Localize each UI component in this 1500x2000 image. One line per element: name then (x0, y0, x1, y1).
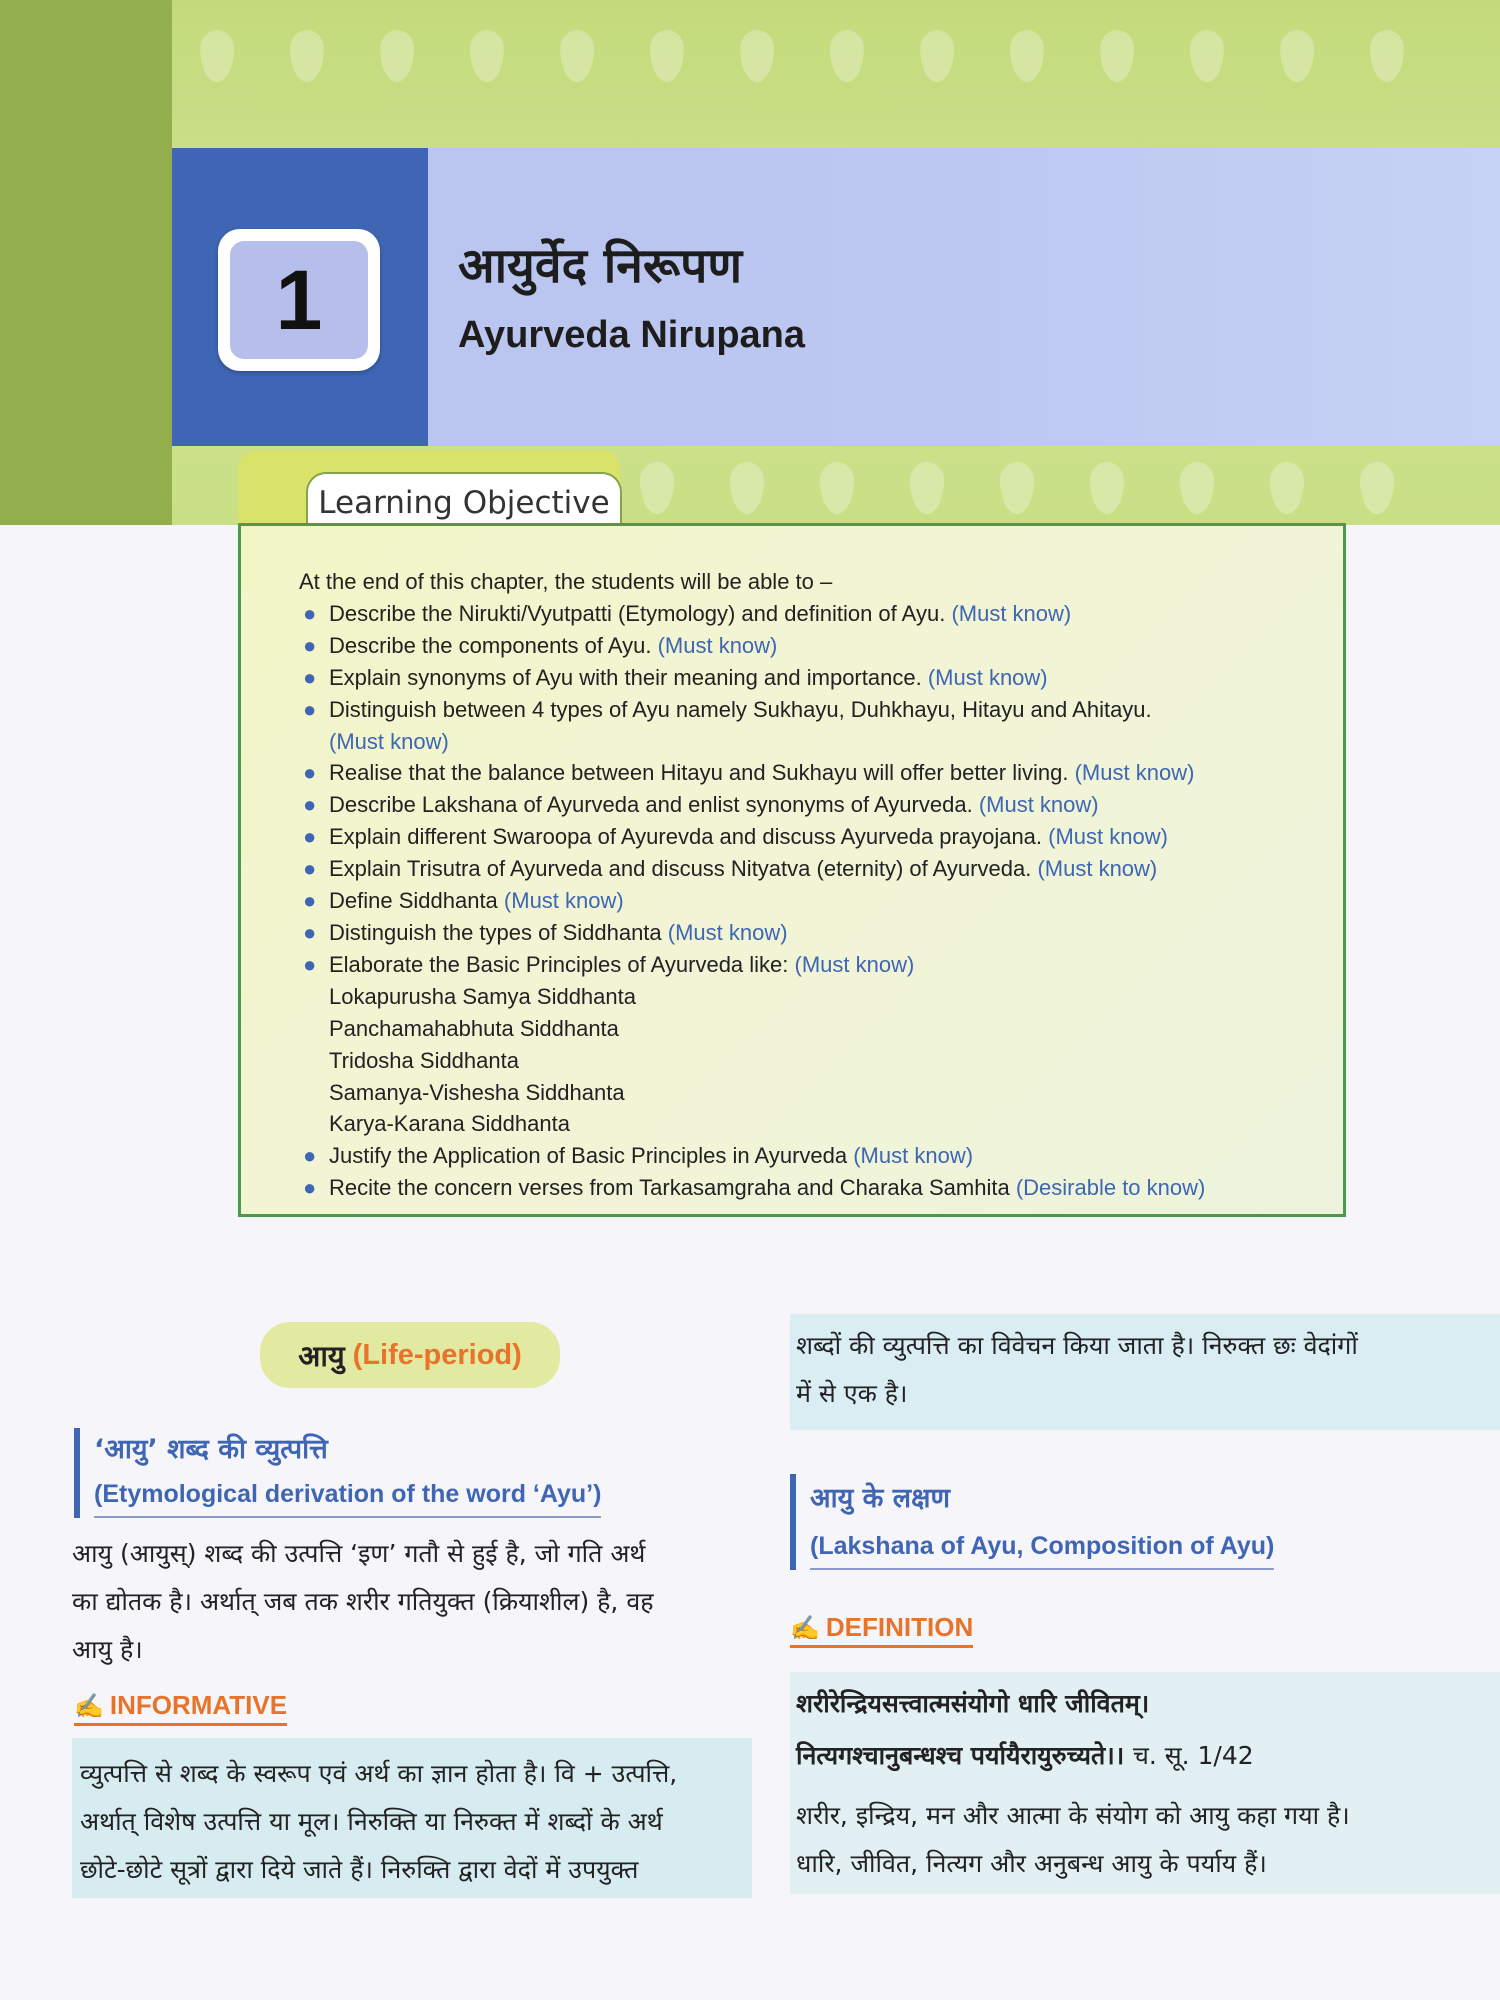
etymology-heading-hindi: ‘आयु’ शब्द की व्युत्पत्ति (94, 1434, 328, 1465)
informative-label: ✍ INFORMATIVE (74, 1690, 287, 1726)
leaf-pattern (1370, 30, 1404, 82)
objective-item: ● Recite the concern verses from Tarkasamgraha and Charaka Samhita (Desirable to know) (299, 1172, 1303, 1204)
leaf-pattern (560, 30, 594, 82)
objective-item: ● Elaborate the Basic Principles of Ayurveda like: (Must know) (299, 949, 1303, 981)
objective-item: ● Explain synonyms of Ayu with their meaning and importance. (Must know) (299, 662, 1303, 694)
objective-item: ● Describe the components of Ayu. (Must know) (299, 630, 1303, 662)
bullet-icon: ● (303, 760, 317, 786)
leaf-pattern (830, 30, 864, 82)
objective-item: ● Explain different Swaroopa of Ayurevda and discuss Ayurveda prayojana. (Must know) (299, 821, 1303, 853)
learning-objective-intro: At the end of this chapter, the students will be able to – (299, 569, 833, 594)
continuation-paragraph: शब्दों की व्युत्पत्ति का विवेचन किया जाता है। निरुक्त छः वेदांगों में से एक है। (796, 1331, 1358, 1408)
definition-explanation: शरीर, इन्द्रिय, मन और आत्मा के संयोग को आयु कहा गया है। धारि, जीवित, नित्यग और अनुबन्ध आयु के पर्याय हैं। (796, 1801, 1350, 1878)
learning-objective-heading: Learning Objective (306, 472, 622, 532)
principle-sub-item: Karya-Karana Siddhanta (329, 1111, 570, 1137)
objective-list (299, 598, 1303, 981)
side-accent-bar (0, 0, 172, 525)
etymology-paragraph: आयु (आयुस्) शब्द की उत्पत्ति ‘इण’ गतौ से हुई है, जो गति अर्थ का द्योतक है। अर्थात् जब तक शरीर गतियुक्त (क्रियाशील) है, वह आयु है। (72, 1539, 654, 1664)
bullet-icon: ● (303, 1175, 317, 1201)
section-title-hindi: आयु (298, 1338, 345, 1373)
leaf-pattern (290, 30, 324, 82)
leaf-pattern (920, 30, 954, 82)
objective-item: ● Describe Lakshana of Ayurveda and enlist synonyms of Ayurveda. (Must know) (299, 789, 1303, 821)
leaf-pattern (1360, 462, 1394, 514)
lakshana-heading (790, 1474, 1274, 1570)
bullet-icon: ● (303, 696, 317, 722)
section-title-pill (260, 1322, 560, 1388)
objective-item: ● Justify the Application of Basic Principles in Ayurveda (Must know) (299, 1140, 1303, 1172)
bullet-icon: ● (303, 1143, 317, 1169)
objective-item: ● Realise that the balance between Hitayu and Sukhayu will offer better living. (Must know) (299, 757, 1303, 789)
leaf-pattern (910, 462, 944, 514)
definition-label: ✍ DEFINITION (790, 1612, 973, 1648)
chapter-number: 1 (230, 241, 368, 359)
sanskrit-verse-line-1: शरीरेन्द्रियसत्त्वात्मसंयोगो धारि जीवितम्। (796, 1689, 1150, 1718)
verse-reference: च. सू. 1/42 (1132, 1741, 1254, 1770)
chapter-title-hindi: आयुर्वेद निरूपण (458, 238, 743, 294)
objective-item: ● Describe the Nirukti/Vyutpatti (Etymology) and definition of Ayu. (Must know) (299, 598, 1303, 630)
objective-item: ● Distinguish the types of Siddhanta (Must know) (299, 917, 1303, 949)
etymology-heading-english: (Etymological derivation of the word ‘Ayu’) (94, 1472, 601, 1518)
bullet-icon: ● (303, 951, 317, 977)
leaf-pattern (1100, 30, 1134, 82)
etymology-heading (74, 1428, 601, 1518)
bullet-icon: ● (303, 632, 317, 658)
leaf-pattern (1010, 30, 1044, 82)
leaf-pattern (1270, 462, 1304, 514)
leaf-pattern (1000, 462, 1034, 514)
bullet-icon: ● (303, 888, 317, 914)
principle-sub-item: Panchamahabhuta Siddhanta (329, 1015, 619, 1041)
pen-icon: ✍ (790, 1615, 820, 1642)
bullet-icon: ● (303, 824, 317, 850)
principle-sub-item: Lokapurusha Samya Siddhanta (329, 983, 636, 1009)
leaf-pattern (200, 30, 234, 82)
bullet-icon: ● (303, 856, 317, 882)
leaf-pattern (1280, 30, 1314, 82)
bullet-icon: ● (303, 919, 317, 945)
chapter-number-badge (218, 229, 380, 371)
section-title-english: (Life-period) (352, 1338, 522, 1371)
learning-objective-box (238, 523, 1346, 1217)
principle-sub-item: Tridosha Siddhanta (329, 1047, 519, 1073)
leaf-pattern (380, 30, 414, 82)
leaf-pattern (820, 462, 854, 514)
informative-paragraph: व्युत्पत्ति से शब्द के स्वरूप एवं अर्थ का ज्ञान होता है। वि + उत्पत्ति, अर्थात् विशेष उत्पत्ति या मूल। निरुक्ति या निरुक्त में शब्दों के अर्थ छोटे-छोटे सूत्रों द्वारा दिये जाते हैं। निरुक्ति द्वारा वेदों में उपयुक्त (80, 1759, 678, 1884)
pen-icon: ✍ (74, 1693, 104, 1720)
leaf-pattern (470, 30, 504, 82)
principle-sub-item: Samanya-Vishesha Siddhanta (329, 1079, 625, 1105)
leaf-pattern (730, 462, 764, 514)
leaf-pattern (1090, 462, 1124, 514)
learning-objective-content (299, 566, 1303, 1204)
objective-item: ● Define Siddhanta (Must know) (299, 885, 1303, 917)
leaf-pattern (740, 30, 774, 82)
leaf-pattern (1190, 30, 1224, 82)
bullet-icon: ● (303, 600, 317, 626)
lakshana-heading-hindi: आयु के लक्षण (810, 1483, 950, 1514)
lakshana-heading-english: (Lakshana of Ayu, Composition of Ayu) (810, 1524, 1274, 1570)
leaf-pattern (650, 30, 684, 82)
chapter-title-english: Ayurveda Nirupana (458, 314, 806, 356)
bullet-icon: ● (303, 792, 317, 818)
sanskrit-verse-line-2: नित्यगश्चानुबन्धश्च पर्यायैरायुरुच्यते।। च. सू. 1/42 (796, 1741, 1254, 1770)
objective-item: ● Explain Trisutra of Ayurveda and discuss Nityatva (eternity) of Ayurveda. (Must know) (299, 853, 1303, 885)
objective-item: ● Distinguish between 4 types of Ayu namely Sukhayu, Duhkhayu, Hitayu and Ahitayu. (Must know) (299, 694, 1303, 758)
leaf-pattern (640, 462, 674, 514)
bullet-icon: ● (303, 664, 317, 690)
objective-list-continued (299, 1140, 1303, 1204)
leaf-pattern (1180, 462, 1214, 514)
